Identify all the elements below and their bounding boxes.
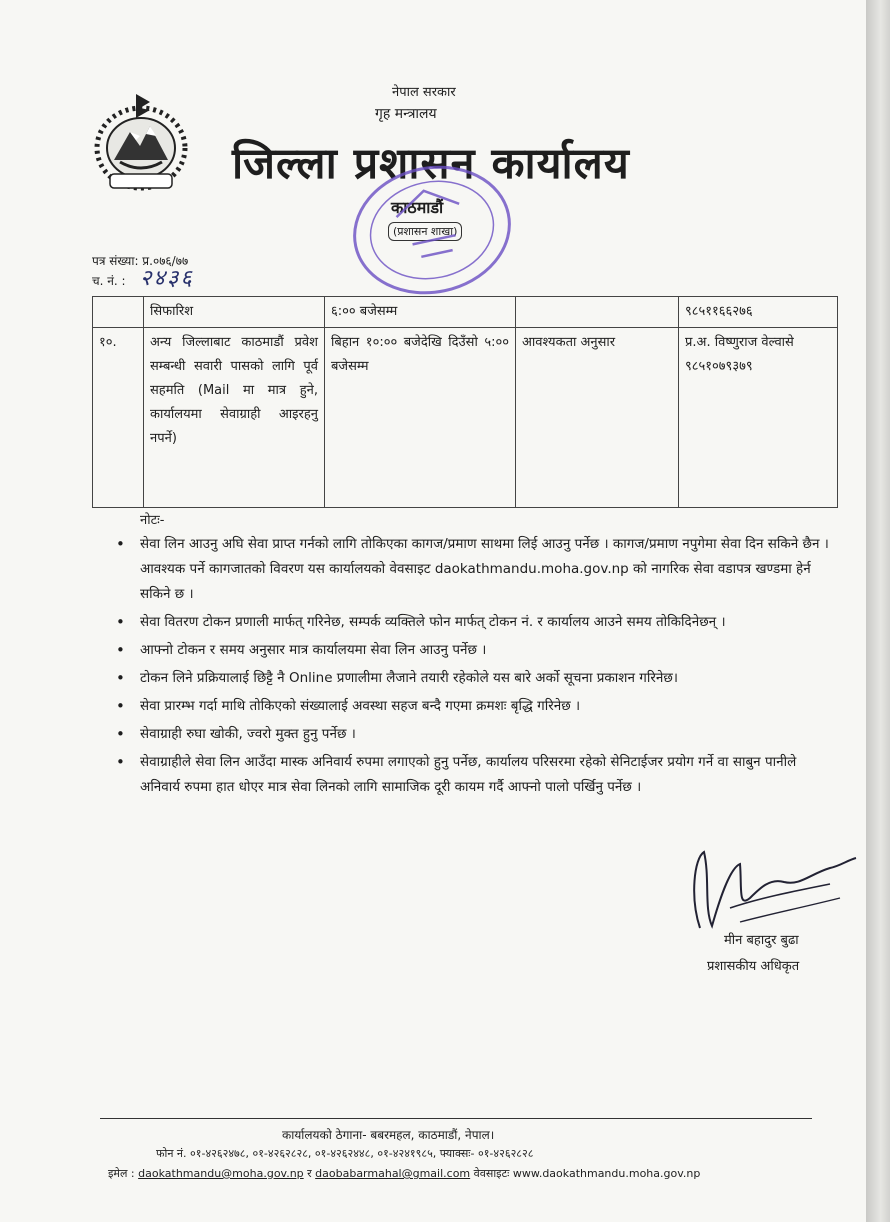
table-cell-time: ६:०० बजेसम्म [325,297,516,328]
handwritten-signature [680,838,860,938]
table-cell-sn: १०. [93,328,144,508]
table-cell-contact: प्र.अ. विष्णुराज वेल्वासे ९८५१०७९३७९ [679,328,838,508]
footer-divider [100,1118,812,1119]
note-text: सेवा प्रारम्भ गर्दा माथि तोकिएको संख्यालाई अवस्था सहज बन्दै गएमा क्रमशः बृद्धि गरिनेछ । [140,698,581,714]
note-text: सेवाग्राही रुघा खोकी, ज्वरो मुक्त हुनु पर्नेछ । [140,726,356,742]
table-cell-sn [93,297,144,328]
website-label: वेवसाइटः [473,1167,510,1180]
table-cell-service: सिफारिश [144,297,325,328]
email-join: र [307,1167,312,1180]
list-item [108,666,840,691]
office-stamp [340,150,525,310]
government-label: नेपाल सरकार [392,85,456,100]
table-cell-service: अन्य जिल्लाबाट काठमाडौं प्रवेश सम्बन्धी सवारी पासको लागि पूर्व सहमति (Mail मा मात्र हुने, कार्यालयमा सेवाग्राही आइरहनु नपर्ने) [144,328,325,508]
ministry-label: गृह मन्त्रालय [375,106,437,122]
list-item [108,638,840,663]
email-link-1[interactable]: daokathmandu@moha.gov.np [138,1167,304,1180]
government-emblem-logo [84,90,198,198]
email-label: इमेल : [108,1167,135,1180]
letter-number: पत्र संख्या: प्र.०७६/७७ [92,254,189,268]
bullet-icon: • [116,753,125,771]
list-item [108,750,840,800]
bullet-icon: • [116,697,125,715]
office-title: जिल्ला प्रशासन कार्यालय [232,139,630,189]
email-link-2[interactable]: daobabarmahal@gmail.com [315,1167,471,1180]
table-cell-time: बिहान १०:०० बजेदेखि दिउँसो ५:०० बजेसम्म [325,328,516,508]
footer-phones: फोन नं. ०१-४२६२४७८, ०१-४२६२८२८, ०१-४२६२४४८, ०१-४२४१९८५, फ्याक्सः- ०१-४२६२८२८ [156,1147,534,1160]
note-text: आफ्नो टोकन र समय अनुसार मात्र कार्यालयमा सेवा लिन आउनु पर्नेछ । [140,642,487,658]
table-cell-docs: आवश्यकता अनुसार [516,328,679,508]
list-item [108,610,840,635]
footer-address: कार्यालयको ठेगाना- बबरमहल, काठमाडौं, नेपाल। [282,1128,495,1142]
note-text: सेवा वितरण टोकन प्रणाली मार्फत् गरिनेछ, सम्पर्क व्यक्तिले फोन मार्फत् टोकन नं. र कार्यालय आउने समय तोकिदिनेछन् । [140,614,726,630]
dispatch-number-handwritten: २४३६ [140,266,194,291]
district-label: काठमाडौं [391,198,444,217]
note-text: सेवाग्राहीले सेवा लिन आउँदा मास्क अनिवार्य रुपमा लगाएको हुनु पर्नेछ, कार्यालय परिसरमा रहेको सेनिटाईजर प्रयोग गर्ने वा साबुन पानीले अनिवार्य रुपमा हात धोएर मात्र सेवा लिनको लागि सामाजिक दूरी कायम गर्दै आफ्नो पालो पर्खिनु पर्नेछ । [140,754,797,795]
list-item [108,694,840,719]
notes-heading: नोटः- [140,513,165,528]
service-table [92,296,838,508]
table-row [93,297,838,328]
list-item [108,722,840,747]
table-row [93,328,838,508]
paper-edge [866,0,890,1222]
bullet-icon: • [116,535,125,553]
bullet-icon: • [116,641,125,659]
bullet-icon: • [116,669,125,687]
bullet-icon: • [116,725,125,743]
bullet-icon: • [116,613,125,631]
section-label: (प्रशासन शाखा) [388,222,462,241]
dispatch-label: च. नं. : [92,274,126,288]
table-cell-contact: ९८५११६६२७६ [679,297,838,328]
notes-list [108,532,840,803]
signatory-name: मीन बहादुर बुढा [724,933,799,948]
note-text: टोकन लिने प्रक्रियालाई छिट्टै नै Online प्रणालीमा लैजाने तयारी रहेकोले यस बारे अर्को सूचना प्रकाशन गरिनेछ। [140,670,678,686]
website-link[interactable]: www.daokathmandu.moha.gov.np [512,1167,701,1180]
footer-contact-line [108,1166,700,1181]
list-item [108,532,840,607]
signatory-designation: प्रशासकीय अधिकृत [707,959,800,974]
table-cell-docs [516,297,679,328]
note-text: सेवा लिन आउनु अघि सेवा प्राप्त गर्नको लागि तोकिएका कागज/प्रमाण साथमा लिई आउनु पर्नेछ । कागज/प्रमाण नपुगेमा सेवा दिन सकिने छैन । आवश्यक पर्ने कागजातको विवरण यस कार्यालयको वेवसाइट daokathmandu.moha.gov.np को नागरिक सेवा वडापत्र खण्डमा हेर्न सकिने छ । [140,536,829,602]
